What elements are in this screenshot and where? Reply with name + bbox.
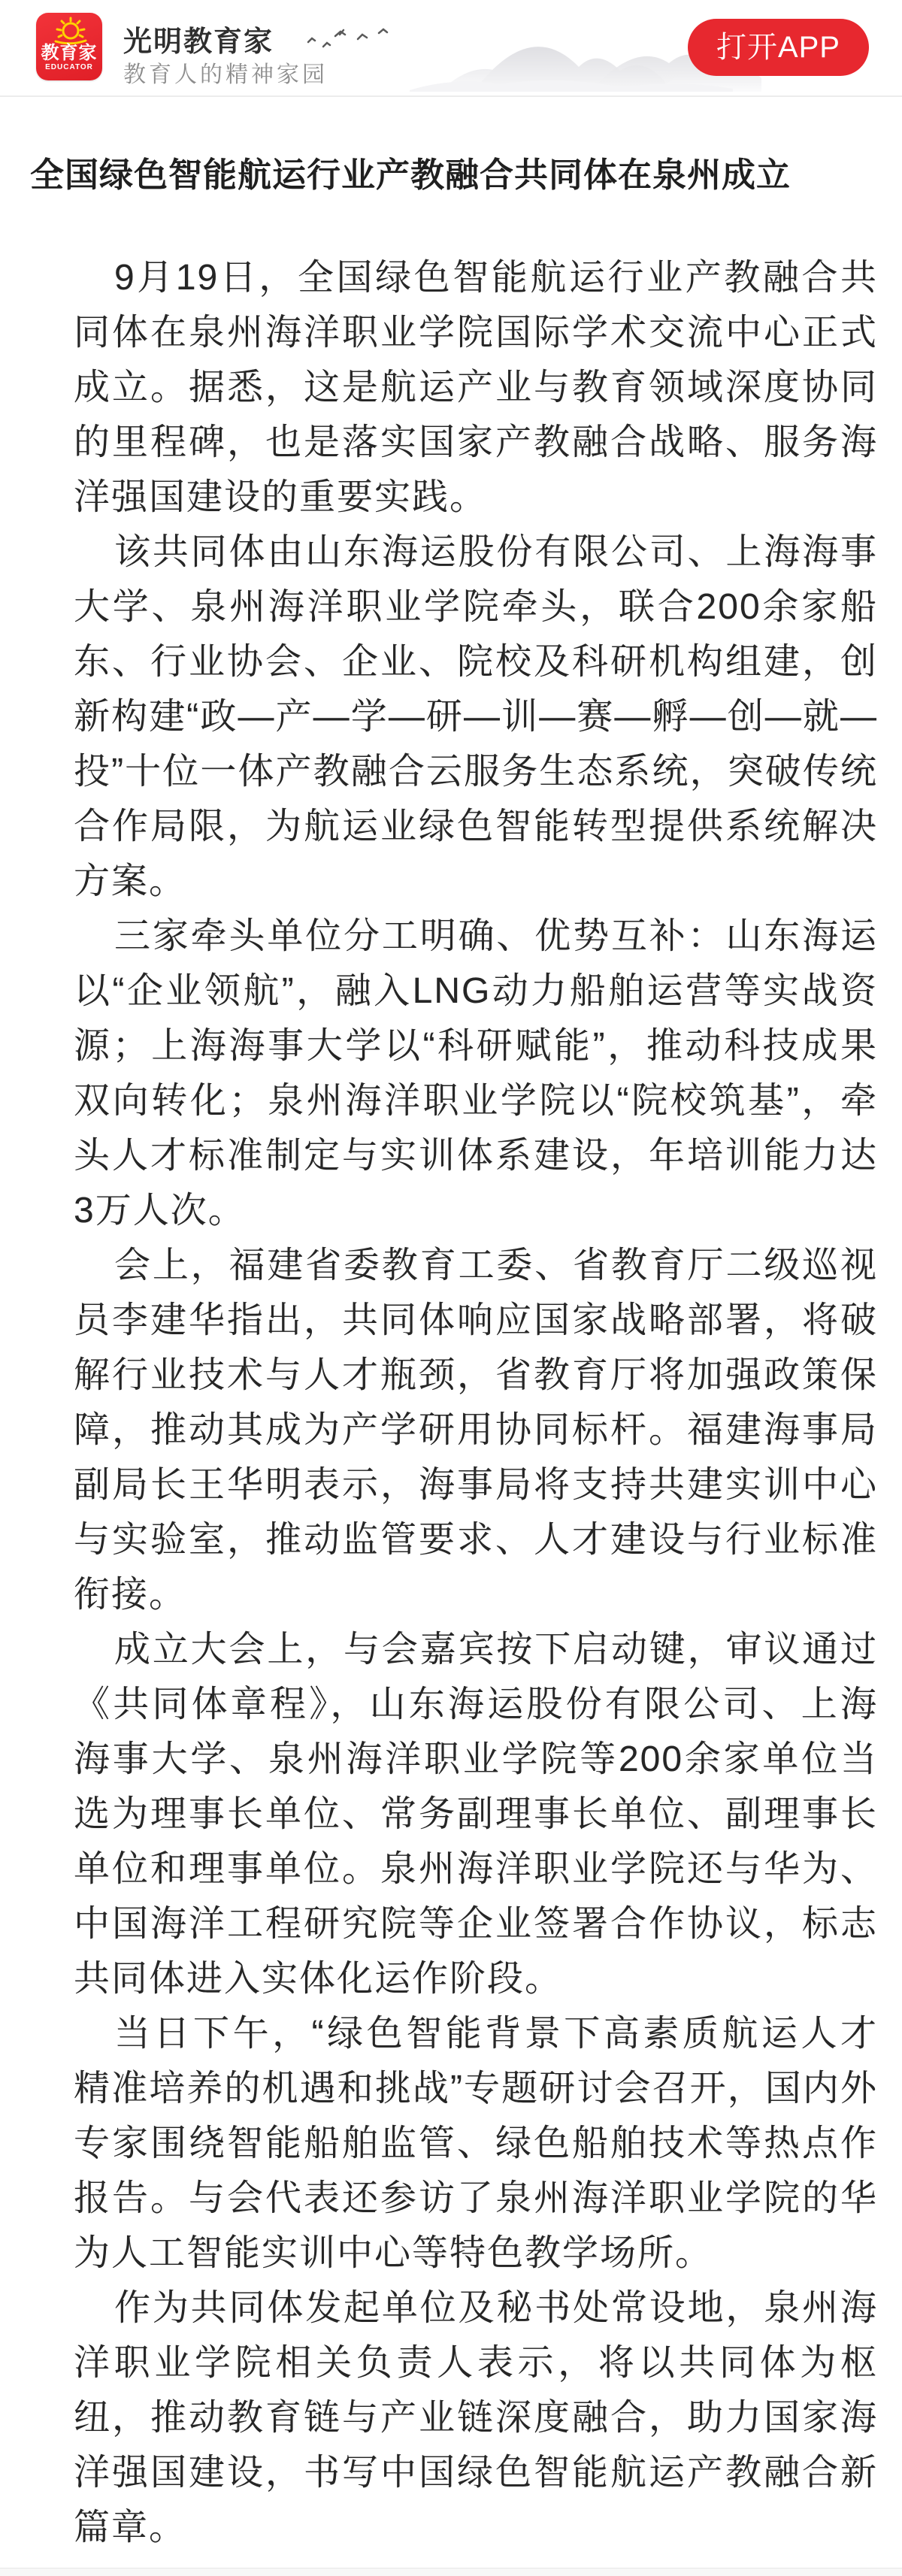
article-paragraph: 作为共同体发起单位及秘书处常设地，泉州海洋职业学院相关负责人表示，将以共同体为枢纽，推动教育链与产业链深度融合，助力国家海洋强国建设，书写中国绿色智能航运产教融合新篇章。 xyxy=(74,2288,878,2547)
article-paragraph: 当日下午，“绿色智能背景下高素质航运人才精准培养的机遇和挑战”专题研讨会召开，国内外专家围绕智能船舶监管、绿色船舶技术等热点作报告。与会代表还参访了泉州海洋职业学院的华为人工智能实训中心等特色教学场所。 xyxy=(74,2014,878,2273)
bottom-divider xyxy=(0,2568,902,2576)
article-paragraph: 成立大会上，与会嘉宾按下启动键，审议通过《共同体章程》，山东海运股份有限公司、上海海事大学、泉州海洋职业学院等200余家单位当选为理事长单位、常务副理事长单位、副理事长单位和理事单位。泉州海洋职业学院还与华为、中国海洋工程研究院等企业签署合作协议，标志共同体进入实体化运作阶段。 xyxy=(74,1630,878,1999)
article-title: 全国绿色智能航运行业产教融合共同体在泉州成立 xyxy=(30,156,792,194)
birds-icon xyxy=(307,26,389,50)
educator-logo xyxy=(36,13,102,80)
open-app-button[interactable]: 打开APP xyxy=(688,19,869,76)
app-tagline: 教育人的精神家园 xyxy=(123,62,328,87)
article-body xyxy=(0,250,902,2555)
article-paragraph: 9月19日，全国绿色智能航运行业产教融合共同体在泉州海洋职业学院国际学术交流中心正式成立。据悉，这是航运产业与教育领域深度协同的里程碑，也是落实国家产教融合战略、服务海洋强国建设的重要实践。 xyxy=(74,258,878,517)
article-paragraph: 会上，福建省委教育工委、省教育厅二级巡视员李建华指出，共同体响应国家战略部署，将破解行业技术与人才瓶颈，省教育厅将加强政策保障，推动其成为产学研用协同标杆。福建海事局副局长王华明表示，海事局将支持共建实训中心与实验室，推动监管要求、人才建设与行业标准衔接。 xyxy=(74,1246,878,1615)
sun-icon xyxy=(48,16,90,46)
article-paragraph: 三家牵头单位分工明确、优势互补：山东海运以“企业领航”，融入LNG动力船舶运营等实战资源；上海海事大学以“科研赋能”，推动科技成果双向转化；泉州海洋职业学院以“院校筑基”，牵头人才标准制定与实训体系建设，年培训能力达3万人次。 xyxy=(74,916,878,1230)
article-paragraph: 该共同体由山东海运股份有限公司、上海海事大学、泉州海洋职业学院牵头，联合200余家船东、行业协会、企业、院校及科研机构组建，创新构建“政—产—学—研—训—赛—孵—创—就—投”十位一体产教融合云服务生态系统，突破传统合作局限，为航运业绿色智能转型提供系统解决方案。 xyxy=(74,532,878,901)
logo-text-en: EDUCATOR xyxy=(45,63,93,71)
app-name: 光明教育家 xyxy=(123,26,274,58)
article xyxy=(0,97,902,2555)
logo-text-cn: 教育家 xyxy=(41,43,98,63)
app-banner xyxy=(0,0,902,97)
